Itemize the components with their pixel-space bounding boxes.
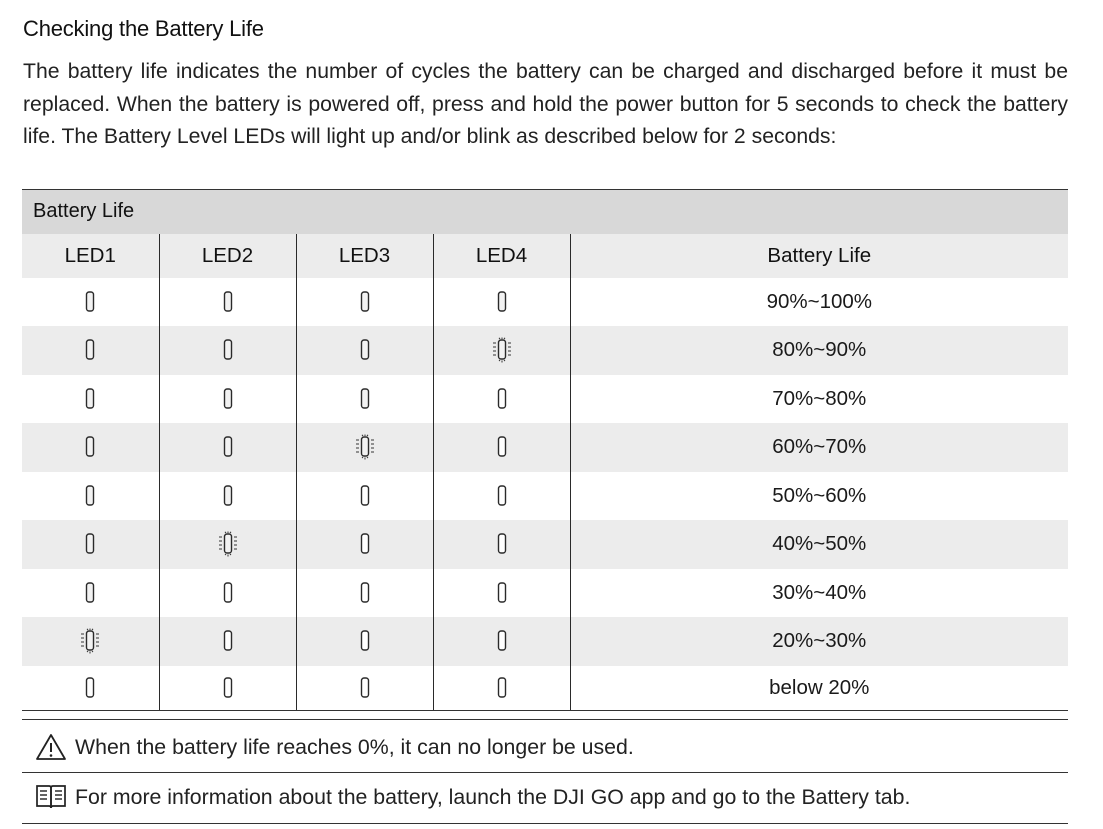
led-on-icon <box>217 434 239 460</box>
led3-cell <box>296 520 433 569</box>
led-off-icon <box>491 434 513 460</box>
table-section-title: Battery Life <box>22 190 1068 234</box>
battery-life-value: 20%~30% <box>570 617 1068 666</box>
table-row <box>22 666 1068 711</box>
led1-cell <box>22 520 159 569</box>
led4-cell <box>433 472 570 520</box>
led1-cell <box>22 423 159 472</box>
led1-cell <box>22 569 159 617</box>
book-icon <box>35 784 67 810</box>
led4-cell <box>433 569 570 617</box>
divider <box>22 772 1068 773</box>
led3-cell <box>296 375 433 423</box>
table-header-row <box>22 234 1068 278</box>
led-off-icon <box>354 580 376 606</box>
led1-cell <box>22 375 159 423</box>
table-section-header <box>22 190 1068 234</box>
led4-cell <box>433 423 570 472</box>
led-on-icon <box>79 531 101 557</box>
led2-cell <box>159 472 296 520</box>
led-on-icon <box>79 483 101 509</box>
led-off-icon <box>491 531 513 557</box>
warning-text: When the battery life reaches 0%, it can no longer be used. <box>75 734 634 759</box>
led-off-icon <box>354 628 376 654</box>
led3-cell <box>296 278 433 326</box>
led-on-icon <box>217 337 239 363</box>
led-on-icon <box>354 337 376 363</box>
led2-cell <box>159 520 296 569</box>
led-off-icon <box>491 675 513 701</box>
led4-cell <box>433 520 570 569</box>
column-header-led3: LED3 <box>296 234 433 278</box>
led4-cell <box>433 375 570 423</box>
led2-cell <box>159 326 296 375</box>
led4-cell <box>433 666 570 711</box>
led-off-icon <box>217 580 239 606</box>
led-on-icon <box>354 289 376 315</box>
led-off-icon <box>79 675 101 701</box>
led-off-icon <box>354 675 376 701</box>
led-blink-icon <box>217 531 239 557</box>
battery-life-value: 80%~90% <box>570 326 1068 375</box>
led-on-icon <box>79 337 101 363</box>
table-row <box>22 520 1068 569</box>
led-on-icon <box>354 386 376 412</box>
column-header-battery-life: Battery Life <box>570 234 1068 278</box>
battery-life-value: 30%~40% <box>570 569 1068 617</box>
led3-cell <box>296 617 433 666</box>
led-off-icon <box>491 483 513 509</box>
led-on-icon <box>217 289 239 315</box>
led1-cell <box>22 326 159 375</box>
led2-cell <box>159 278 296 326</box>
intro-paragraph: The battery life indicates the number of cycles the battery can be charged and discharged before it must be replaced. When the battery is powered off, press and hold the power button for 5 seconds to check the battery life. The Battery Level LEDs will light up and/or blink as described below for 2 seconds: <box>23 60 1068 148</box>
led-on-icon <box>217 386 239 412</box>
led1-cell <box>22 617 159 666</box>
led-on-icon <box>79 386 101 412</box>
warning-note <box>35 733 634 761</box>
table-row <box>22 569 1068 617</box>
led3-cell <box>296 423 433 472</box>
led3-cell <box>296 326 433 375</box>
led1-cell <box>22 666 159 711</box>
battery-life-value: 50%~60% <box>570 472 1068 520</box>
led-blink-icon <box>354 434 376 460</box>
led-off-icon <box>354 483 376 509</box>
led-off-icon <box>491 628 513 654</box>
divider <box>22 719 1068 720</box>
warning-triangle-icon <box>35 733 67 761</box>
led-off-icon <box>491 580 513 606</box>
led4-cell <box>433 326 570 375</box>
led-on-icon <box>79 580 101 606</box>
led-off-icon <box>217 675 239 701</box>
divider <box>22 823 1068 824</box>
led-off-icon <box>491 386 513 412</box>
led1-cell <box>22 278 159 326</box>
column-header-led2: LED2 <box>159 234 296 278</box>
led4-cell <box>433 278 570 326</box>
led2-cell <box>159 375 296 423</box>
table-row <box>22 423 1068 472</box>
column-header-led1: LED1 <box>22 234 159 278</box>
led-on-icon <box>79 289 101 315</box>
led-blink-icon <box>79 628 101 654</box>
led-on-icon <box>217 483 239 509</box>
battery-life-table <box>22 189 1068 711</box>
led4-cell <box>433 617 570 666</box>
led2-cell <box>159 569 296 617</box>
led3-cell <box>296 472 433 520</box>
battery-life-value: 70%~80% <box>570 375 1068 423</box>
led1-cell <box>22 472 159 520</box>
page-title: Checking the Battery Life <box>23 16 264 41</box>
table-row <box>22 278 1068 326</box>
led-off-icon <box>354 531 376 557</box>
table-row <box>22 472 1068 520</box>
info-text: For more information about the battery, launch the DJI GO app and go to the Battery tab. <box>75 784 911 809</box>
table-row <box>22 375 1068 423</box>
column-header-led4: LED4 <box>433 234 570 278</box>
led-on-icon <box>79 434 101 460</box>
led2-cell <box>159 423 296 472</box>
led-off-icon <box>217 628 239 654</box>
led-blink-icon <box>491 337 513 363</box>
battery-life-value: 60%~70% <box>570 423 1068 472</box>
battery-life-value: below 20% <box>570 666 1068 711</box>
led2-cell <box>159 666 296 711</box>
led-on-icon <box>491 289 513 315</box>
battery-life-value: 40%~50% <box>570 520 1068 569</box>
battery-life-value: 90%~100% <box>570 278 1068 326</box>
led2-cell <box>159 617 296 666</box>
table-row <box>22 617 1068 666</box>
led3-cell <box>296 666 433 711</box>
table-row <box>22 326 1068 375</box>
led3-cell <box>296 569 433 617</box>
info-note <box>35 784 910 810</box>
